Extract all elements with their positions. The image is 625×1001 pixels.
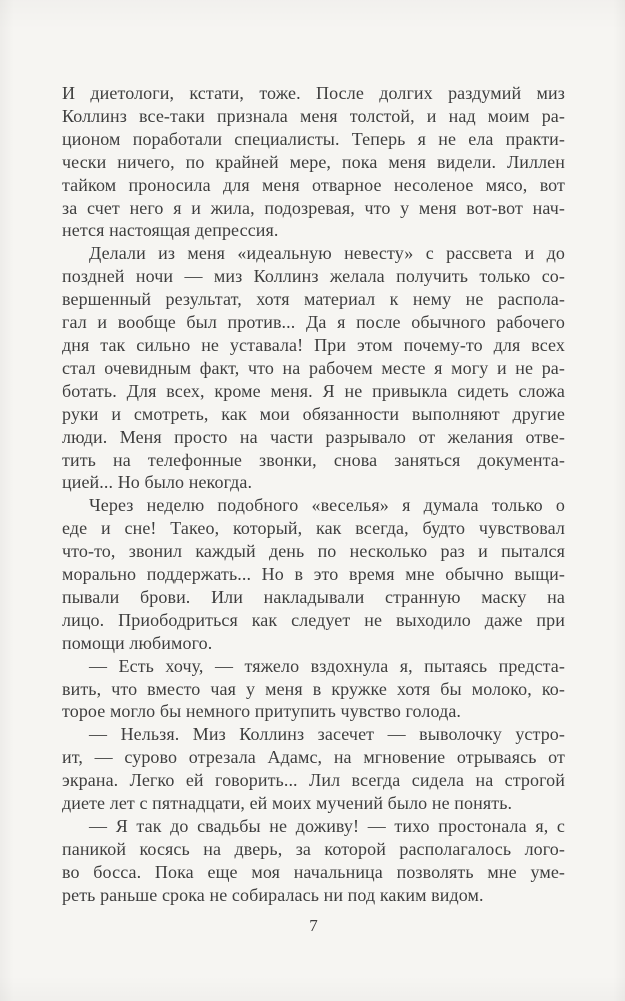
paragraph xyxy=(62,242,565,494)
text-line: стал очевидным факт, что на рабочем месте я могу и не ра- xyxy=(62,357,565,378)
text-line: И диетологи, кстати, тоже. После долгих раздумий миз xyxy=(62,83,565,103)
text-line: диете лет с пятнадцати, ей моих мучений было не понять. xyxy=(62,793,513,814)
text-line: пывали брови. Или накладывали странную маску на xyxy=(62,586,565,607)
text-line: реть раньше срока не собиралась ни под каким видом. xyxy=(62,884,484,905)
text-line: торое могло бы немного притупить чувство голода. xyxy=(62,701,462,722)
text-line: — Я так до свадьбы не доживу! — тихо простонала я, с xyxy=(89,816,565,836)
text-line: Через неделю подобного «веселья» я думала только о xyxy=(89,495,565,516)
text-line: во босса. Пока еще моя начальница позволять мне уме- xyxy=(62,861,565,882)
text-line: дня так сильно не уставала! При этом почему-то для всех xyxy=(62,334,565,355)
text-line: лицо. Приободриться как следует не выходило даже при xyxy=(62,609,565,630)
text-line: поздней ночи — миз Коллинз желала получить только со- xyxy=(62,266,565,287)
text-line: морально поддержать... Но в это время мне обычно выщи- xyxy=(62,564,565,585)
text-line: вить, что вместо чая у меня в кружке хотя бы молоко, ко- xyxy=(62,678,565,699)
text-block xyxy=(62,82,565,907)
text-line: паникой косясь на дверь, за которой располагалось лого- xyxy=(62,838,565,859)
text-line: экрана. Легко ей говорить... Лил всегда сидела на строгой xyxy=(62,770,565,791)
page-number: 7 xyxy=(309,916,318,935)
text-line: гал и вообще был против... Да я после обычного рабочего xyxy=(62,312,565,333)
text-line: что-то, звонил каждый день по несколько раз и пытался xyxy=(62,541,565,562)
text-line: нется настоящая депрессия. xyxy=(62,220,279,241)
paragraph xyxy=(62,82,565,242)
text-line: тить на телефонные звонки, снова заняться документа- xyxy=(62,449,565,470)
text-line: ит, — сурово отрезала Адамс, на мгновение отрываясь от xyxy=(62,747,565,768)
text-line: ционом поработали специалисты. Теперь я не ела практи- xyxy=(62,128,565,149)
text-line: тайком проносила для меня отварное несоленое мясо, вот xyxy=(62,174,565,195)
text-line: помощи любимого. xyxy=(62,632,213,653)
text-line: — Есть хочу, — тяжело вздохнула я, пытаясь предста- xyxy=(89,655,565,676)
text-line: руки и смотреть, как мои обязанности выполняют другие xyxy=(62,403,565,424)
text-line: — Нельзя. Миз Коллинз засечет — выволочку устро- xyxy=(89,724,565,745)
text-line: еде и сне! Такео, который, как всегда, будто чувствовал xyxy=(62,518,565,539)
text-line: ботать. Для всех, кроме меня. Я не привыкла сидеть сложа xyxy=(62,380,565,401)
paragraph xyxy=(62,815,565,907)
paragraph xyxy=(62,494,565,654)
text-line: цией... Но было некогда. xyxy=(62,472,253,493)
text-line: люди. Меня просто на части разрывало от желания отве- xyxy=(62,426,565,447)
paragraph xyxy=(62,655,565,724)
text-line: Делали из меня «идеальную невесту» с рассвета и до xyxy=(89,243,565,264)
text-line: чески ничего, по крайней мере, пока меня видели. Лиллен xyxy=(62,151,565,172)
text-line: Коллинз все-таки признала меня толстой, и над моим ра- xyxy=(62,105,565,126)
text-line: за счет него я и жила, подозревая, что у меня вот-вот нач- xyxy=(62,197,565,218)
text-line: вершенный результат, хотя материал к нему не распола- xyxy=(62,289,565,310)
paragraph xyxy=(62,723,565,815)
